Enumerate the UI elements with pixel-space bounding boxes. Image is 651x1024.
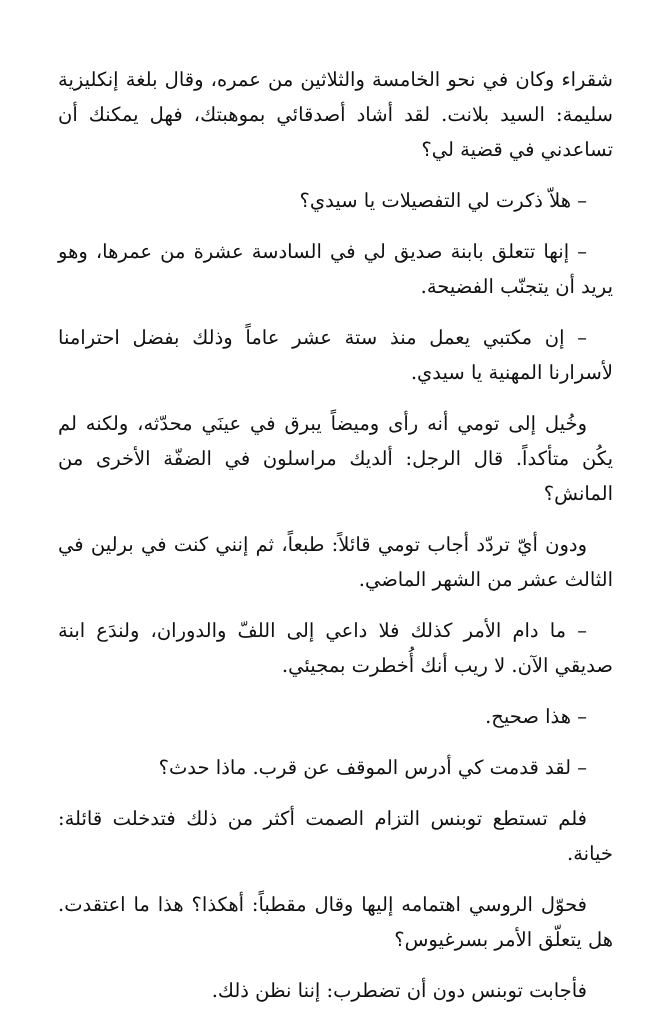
- paragraph-4: – إن مكتبي يعمل منذ ستة عشر عاماً وذلك بفضل احترامنا لأسرارنا المهنية يا سيدي.: [58, 326, 613, 384]
- paragraph-9: – لقد قدمت كي أدرس الموقف عن قرب. ماذا حدث؟: [158, 756, 587, 779]
- paragraph-5: وخُيل إلى تومي أنه رأى وميضاً يبرق في عينَي محدّثه، ولكنه لم يكُن متأكداً. قال الرجل: ألديك مراسلون في الضفّة الأخرى من المانش؟: [58, 412, 613, 505]
- book-page: [58, 62, 613, 1024]
- paragraph-11: فحوّل الروسي اهتمامه إليها وقال مقطباً: أهكذا؟ هذا ما اعتقدت. هل يتعلّق الأمر بسرغيوس؟: [58, 893, 613, 951]
- paragraph-10: فلم تستطع توبنس التزام الصمت أكثر من ذلك فتدخلت قائلة: خيانة.: [58, 807, 613, 865]
- paragraph-12: فأجابت توبنس دون أن تضطرب: إننا نظن ذلك.: [211, 979, 587, 1002]
- paragraph-7: – ما دام الأمر كذلك فلا داعي إلى اللفّ والدوران، ولندَع ابنة صديقي الآن. لا ريب أنك أُخطرت بمجيئي.: [58, 619, 613, 677]
- paragraph-1: شقراء وكان في نحو الخامسة والثلاثين من عمره، وقال بلغة إنكليزية سليمة: السيد بلانت. لقد أشاد أصدقائي بموهبتك، فهل يمكنك أن تساعدني في قضية لي؟: [58, 68, 613, 161]
- paragraph-8: – هذا صحيح.: [485, 705, 587, 728]
- paragraph-2: – هلاّ ذكرت لي التفصيلات يا سيدي؟: [299, 189, 587, 212]
- paragraph-3: – إنها تتعلق بابنة صديق لي في السادسة عشرة من عمرها، وهو يريد أن يتجنّب الفضيحة.: [58, 240, 613, 298]
- paragraph-6: ودون أيّ تردّد أجاب تومي قائلاً: طبعاً، ثم إنني كنت في برلين في الثالث عشر من الشهر الماضي.: [58, 533, 613, 591]
